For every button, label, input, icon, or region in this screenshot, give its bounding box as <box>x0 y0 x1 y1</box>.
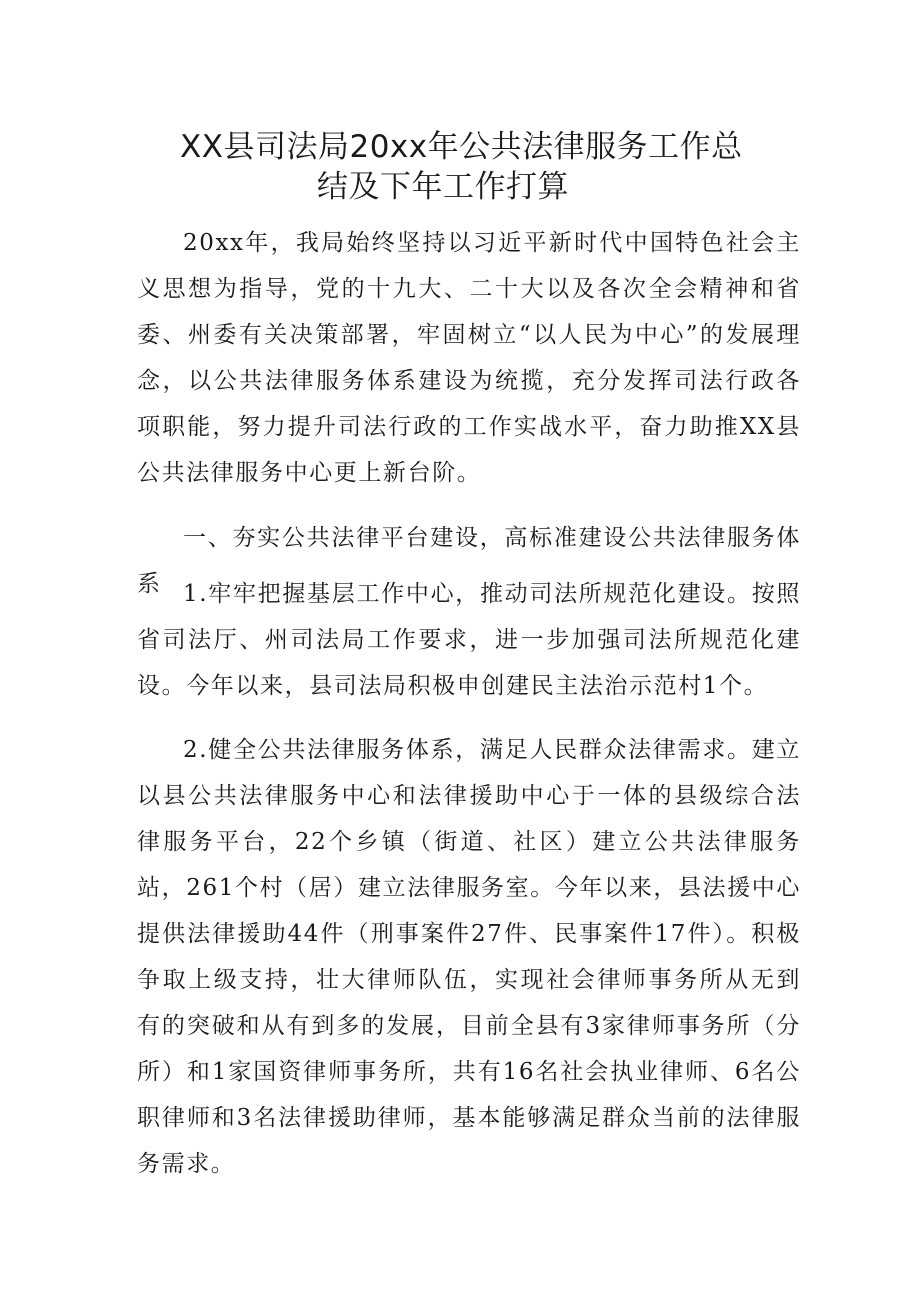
section-heading-1: 一、夯实公共法律平台建设，高标准建设公共法律服务体系 <box>137 525 801 597</box>
item-paragraph-1: 1.牢牢把握基层工作中心，推动司法所规范化建设。按照省司法厅、州司法局工作要求，进一步加强司法所规范化建设。今年以来，县司法局积极申创建民主法治示范村1个。 <box>137 581 801 699</box>
item-paragraph-2: 2.健全公共法律服务体系，满足人民群众法律需求。建立以县公共法律服务中心和法律援助中心于一体的县级综合法律服务平台，22个乡镇（街道、社区）建立公共法律服务站，261个村（居）建立法律服务室。今年以来，县法援中心提供法律援助44件（刑事案件27件、民事案件17件）。积极争取上级支持，壮大律师队伍，实现社会律师事务所从无到有的突破和从有到多的发展，目前全县有3家律师事务所（分所）和1家国资律师事务所，共有16名社会执业律师、6名公职律师和3名法律援助律师，基本能够满足群众当前的法律服务需求。 <box>137 737 801 1177</box>
document-title-line-1: XX县司法局20xx年公共法律服务工作总 <box>180 129 743 165</box>
intro-paragraph: 20xx年，我局始终坚持以习近平新时代中国特色社会主义思想为指导，党的十九大、二十大以及各次全会精神和省委、州委有关决策部署，牢固树立“以人民为中心”的发展理念，以公共法律服务体系建设为统揽，充分发挥司法行政各项职能，努力提升司法行政的工作实战水平，奋力助推XX县公共法律服务中心更上新台阶。 <box>137 230 801 486</box>
document-title-line-2: 结及下年工作打算 <box>317 169 569 205</box>
